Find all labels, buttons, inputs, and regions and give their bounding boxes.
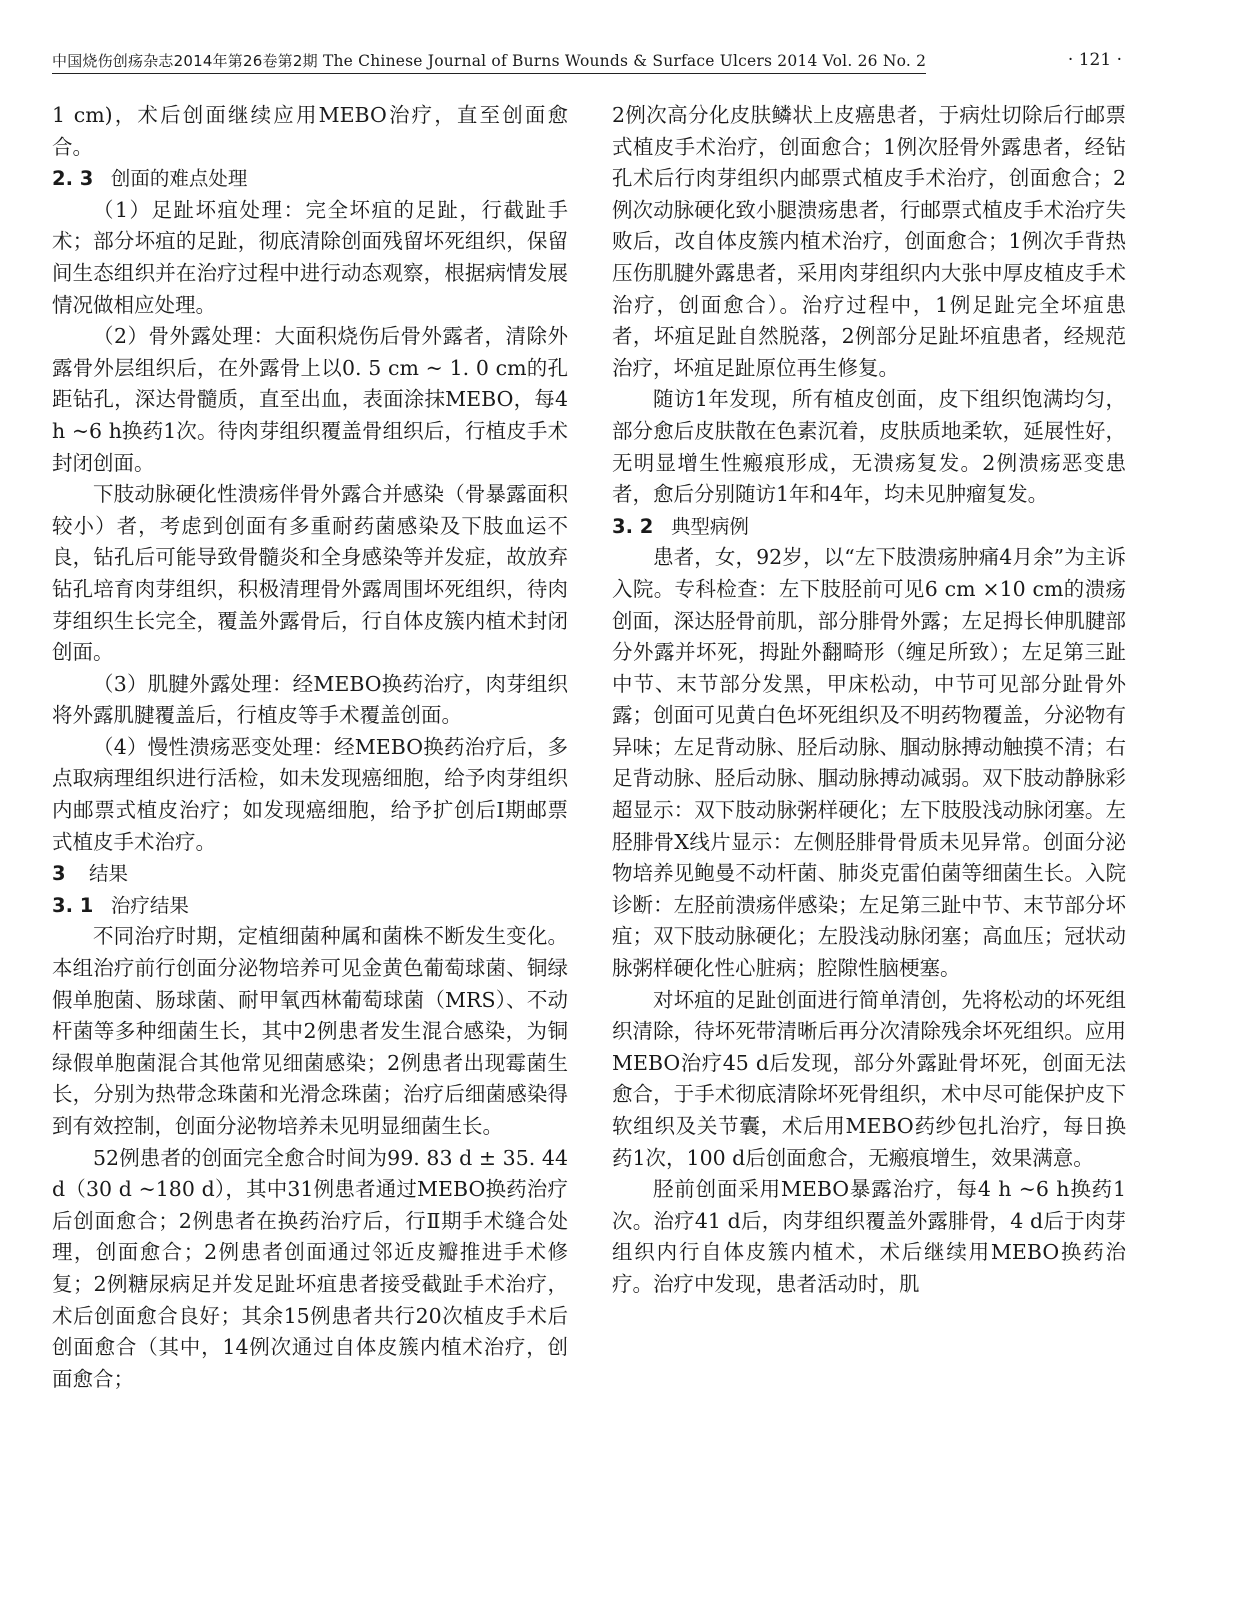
- paragraph-case-report: 患者，女，92岁，以“左下肢溃疡肿痛4月余”为主诉入院。专科检查：左下肢胫前可见6 cm ×10 cm的溃疡创面，深达胫骨前肌，部分腓骨外露；左足拇长伸肌腱部分外露并坏死，拇趾外翻畸形（缠足所致）；左足第三趾中节、末节部分发黑，甲床松动，中节可见部分趾骨外露；创面可见黄白色坏死组织及不明药物覆盖，分泌物有异味；左足背动脉、胫后动脉、腘动脉搏动触摸不清；右足背动脉、胫后动脉、腘动脉搏动减弱。双下肢动静脉彩超显示：双下肢动脉粥样硬化；左下肢股浅动脉闭塞。左胫腓骨X线片显示：左侧胫腓骨骨质未见异常。创面分泌物培养见鲍曼不动杆菌、肺炎克雷伯菌等细菌生长。入院诊断：左胫前溃疡伴感染；左足第三趾中节、末节部分坏疽；双下肢动脉硬化；左股浅动脉闭塞；高血压；冠状动脉粥样硬化性心脏病；腔隙性脑梗塞。: [612, 545, 1126, 981]
- paragraph-bacteria: 不同治疗时期，定植细菌种属和菌株不断发生变化。本组治疗前行创面分泌物培养可见金黄色葡萄球菌、铜绿假单胞菌、肠球菌、耐甲氧西林葡萄球菌（MRS）、不动杆菌等多种细菌生长，其中2例患者发生混合感染，为铜绿假单胞菌混合其他常见细菌感染；2例患者出现霉菌生长，分别为热带念珠菌和光滑念珠菌；治疗后细菌感染得到有效控制，创面分泌物培养未见明显细菌生长。: [52, 924, 568, 1138]
- page-number: · 121 ·: [1067, 50, 1122, 70]
- paragraph-continued: 1 cm)，术后创面继续应用MEBO治疗，直至创面愈合。: [52, 103, 568, 159]
- paragraph-continued: 2例次高分化皮肤鳞状上皮癌患者，于病灶切除后行邮票式植皮手术治疗，创面愈合；1例次胫骨外露患者，经钻孔术后行肉芽组织内邮票式植皮手术治疗，创面愈合；2例次动脉硬化致小腿溃疡患者，行邮票式植皮手术治疗失败后，改自体皮簇内植术治疗，创面愈合；1例次手背热压伤肌腱外露患者，采用肉芽组织内大张中厚皮植皮手术治疗，创面愈合）。治疗过程中，1例足趾完全坏疽患者，坏疽足趾自然脱落，2例部分足趾坏疽患者，经规范治疗，坏疽足趾原位再生修复。: [612, 103, 1126, 380]
- section-title: 结果: [88, 862, 128, 886]
- journal-citation: [52, 50, 926, 74]
- section-number: 3. 2: [612, 514, 654, 538]
- section-number: 3: [52, 862, 66, 886]
- section-number: 3. 1: [52, 893, 94, 917]
- section-heading-3: [52, 858, 568, 890]
- section-heading-2-3: [52, 163, 568, 195]
- journal-title-en: The Chinese Journal of Burns Wounds & Surface Ulcers 2014 Vol. 26 No. 2: [322, 52, 927, 70]
- section-heading-3-1: [52, 890, 568, 922]
- section-title: 创面的难点处理: [110, 167, 248, 191]
- section-title: 典型病例: [670, 514, 749, 538]
- paragraph-ulcer-malignancy: （4）慢性溃疡恶变处理：经MEBO换药治疗后，多点取病理组织进行活检，如未发现癌细胞，给予肉芽组织内邮票式植皮治疗；如发现癌细胞，给予扩创后Ⅰ期邮票式植皮手术治疗。: [52, 734, 568, 854]
- paragraph-healing-time: 52例患者的创面完全愈合时间为99. 83 d ± 35. 44 d（30 d ~180 d），其中31例患者通过MEBO换药治疗后创面愈合；2例患者在换药治疗后，行Ⅱ期手术缝合处理，创面愈合；2例患者创面通过邻近皮瓣推进手术修复；2例糖尿病足并发足趾坏疽患者接受截趾手术治疗，术后创面愈合良好；其余15例患者共行20次植皮手术后创面愈合（其中，14例次通过自体皮簇内植术治疗，创面愈合；: [52, 1145, 568, 1391]
- left-column: [52, 100, 568, 1395]
- paragraph-follow-up: 随访1年发现，所有植皮创面，皮下组织饱满均匀，部分愈后皮肤散在色素沉着，皮肤质地柔软，延展性好，无明显增生性瘢痕形成，无溃疡复发。2例溃疡恶变患者，愈后分别随访1年和4年，均未见肿瘤复发。: [612, 387, 1126, 507]
- paragraph-tendon-exposure: （3）肌腱外露处理：经MEBO换药治疗，肉芽组织将外露肌腱覆盖后，行植皮等手术覆盖创面。: [52, 671, 568, 728]
- paragraph-tibia-wound: 胫前创面采用MEBO暴露治疗，每4 h ~6 h换药1次。治疗41 d后，肉芽组织覆盖外露腓骨，4 d后于肉芽组织内行自体皮簇内植术，术后继续用MEBO换药治疗。治疗中发现，患者活动时，肌: [612, 1177, 1126, 1296]
- section-title: 治疗结果: [110, 893, 189, 917]
- section-number: 2. 3: [52, 167, 94, 191]
- right-column: [612, 100, 1126, 1301]
- journal-title-cn: 中国烧伤创疡杂志2014年第26卷第2期: [52, 52, 318, 70]
- section-heading-3-2: [612, 511, 1126, 543]
- paragraph-arterial-ulcer: 下肢动脉硬化性溃疡伴骨外露合并感染（骨暴露面积较小）者，考虑到创面有多重耐药菌感染及下肢血运不良，钻孔后可能导致骨髓炎和全身感染等并发症，故放弃钻孔培育肉芽组织，积极清理骨外露周围坏死组织，待肉芽组织生长完全，覆盖外露骨后，行自体皮簇内植术封闭创面。: [52, 482, 568, 665]
- paragraph-bone-exposure: （2）骨外露处理：大面积烧伤后骨外露者，清除外露骨外层组织后，在外露骨上以0. 5 cm ~ 1. 0 cm的孔距钻孔，深达骨髓质，直至出血，表面涂抹MEBO，每4 h ~6 h换药1次。待肉芽组织覆盖骨组织后，行植皮手术封闭创面。: [52, 324, 568, 475]
- paragraph-toe-gangrene: （1）足趾坏疽处理：完全坏疽的足趾，行截趾手术；部分坏疽的足趾，彻底清除创面残留坏死组织，保留间生态组织并在治疗过程中进行动态观察，根据病情发展情况做相应处理。: [52, 197, 568, 317]
- running-header: [52, 48, 1132, 80]
- paragraph-gangrene-treatment: 对坏疽的足趾创面进行简单清创，先将松动的坏死组织清除，待坏死带清晰后再分次清除残余坏死组织。应用MEBO治疗45 d后发现，部分外露趾骨坏死，创面无法愈合，于手术彻底清除坏死骨组织，术中尽可能保护皮下软组织及关节囊，术后用MEBO药纱包扎治疗，每日换药1次，100 d后创面愈合，无瘢痕增生，效果满意。: [612, 987, 1126, 1170]
